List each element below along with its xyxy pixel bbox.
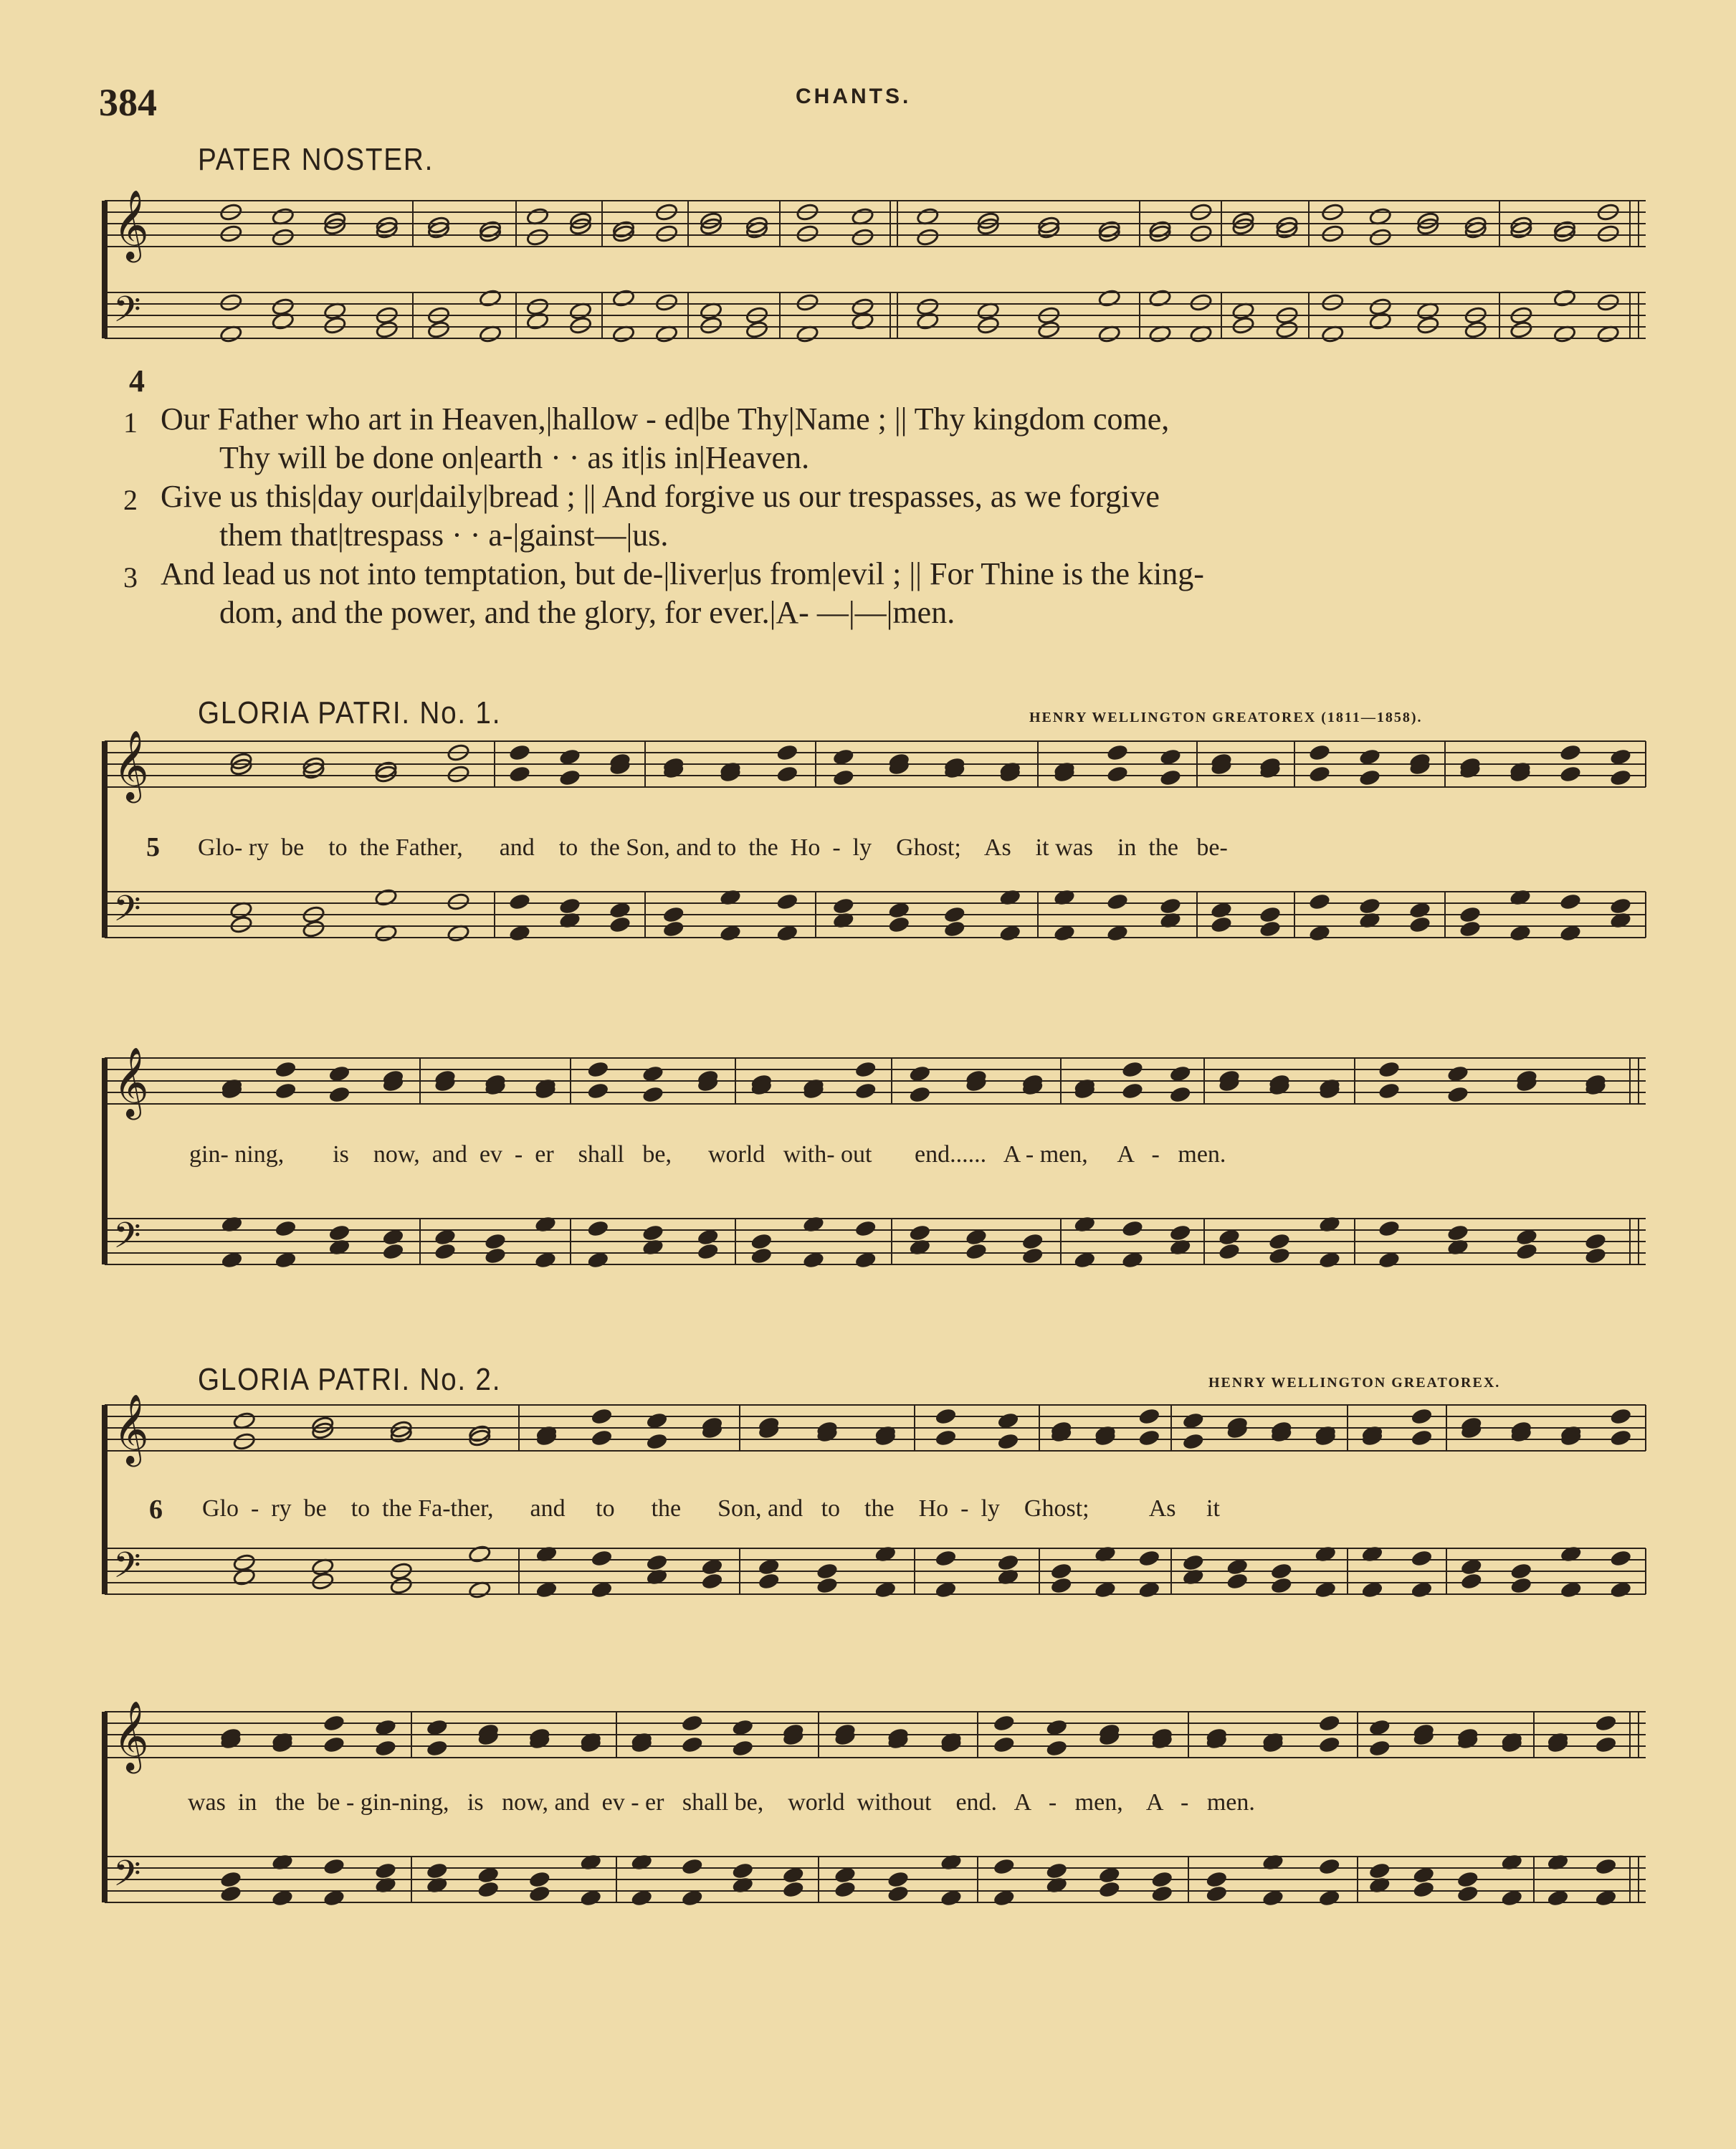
note-head <box>854 1082 877 1100</box>
note-head <box>887 1884 910 1903</box>
note-head <box>1053 888 1076 907</box>
note-head <box>977 316 1000 335</box>
note-head <box>998 888 1021 907</box>
note-head <box>1378 1082 1401 1100</box>
note-head <box>1358 897 1381 915</box>
note-head <box>558 897 581 915</box>
note-head <box>1308 765 1331 783</box>
note-head <box>1159 768 1182 787</box>
bass-clef: 𝄢 <box>113 888 141 938</box>
note-head <box>1168 1085 1191 1104</box>
note-head <box>1021 1247 1044 1265</box>
note-head <box>381 1242 404 1261</box>
note-head <box>832 911 855 930</box>
note-head <box>219 224 242 243</box>
verse-number: 2 <box>123 484 138 516</box>
note-head <box>528 1870 551 1889</box>
note-head <box>802 1215 825 1234</box>
note-head <box>776 765 798 783</box>
note-head <box>834 1880 857 1899</box>
note-head <box>302 920 325 938</box>
note-head <box>427 320 450 339</box>
verse-line: them that|trespass · · a-|gainst—|us. <box>219 518 669 553</box>
note-head <box>1609 1407 1632 1426</box>
note-head <box>1584 1232 1607 1251</box>
note-head <box>943 905 966 924</box>
note-head <box>1268 1247 1291 1265</box>
note-head <box>757 1572 780 1591</box>
bass-clef: 𝄢 <box>113 1853 141 1903</box>
note-head <box>1168 1224 1191 1242</box>
note-head <box>1106 743 1129 762</box>
note-head <box>887 1870 910 1889</box>
note-head <box>1559 743 1582 762</box>
note-head <box>1378 1219 1401 1238</box>
note-head <box>1500 1853 1523 1872</box>
note-head <box>1314 1545 1337 1563</box>
note-head <box>426 1876 449 1895</box>
note-head <box>700 1572 723 1591</box>
note-head <box>916 312 939 330</box>
note-head <box>940 1853 963 1872</box>
note-head <box>796 224 819 243</box>
note-head <box>323 316 346 335</box>
note-head <box>1609 1549 1632 1568</box>
note-head <box>1259 905 1282 924</box>
note-head <box>750 1232 773 1251</box>
note-head <box>579 1853 602 1872</box>
verse-line: dom, and the power, and the glory, for ever.|A- —|—|men. <box>219 595 955 630</box>
note-head <box>934 1429 957 1447</box>
note-head <box>996 1568 1019 1586</box>
note-head <box>1369 228 1392 247</box>
note-head <box>996 1432 1019 1451</box>
note-head <box>1459 905 1482 924</box>
note-head <box>526 228 549 247</box>
note-head <box>569 316 592 335</box>
note-head <box>731 1862 754 1880</box>
note-head <box>1317 1735 1340 1754</box>
note-head <box>1460 1572 1483 1591</box>
note-head <box>776 743 798 762</box>
note-head <box>274 1060 297 1079</box>
note-head <box>776 892 798 911</box>
note-head <box>1446 1085 1469 1104</box>
note-head <box>508 892 531 911</box>
note-head <box>1510 1576 1532 1595</box>
treble-clef: 𝄞 <box>113 189 149 259</box>
note-head <box>1049 1562 1072 1581</box>
note-head <box>508 765 531 783</box>
note-head <box>590 1429 613 1447</box>
treble-clef: 𝄞 <box>113 1393 149 1464</box>
note-head <box>1073 1215 1096 1234</box>
note-head <box>1408 915 1431 934</box>
note-head <box>630 1853 653 1872</box>
note-head <box>851 228 874 247</box>
verse-number: 3 <box>123 561 138 594</box>
treble-clef: 𝄞 <box>113 730 149 800</box>
note-head <box>1021 1232 1044 1251</box>
note-head <box>468 1545 491 1563</box>
note-head <box>1226 1572 1249 1591</box>
note-head <box>1138 1407 1160 1426</box>
note-head <box>1182 1553 1205 1572</box>
note-head <box>1459 920 1482 938</box>
note-head <box>1189 224 1212 243</box>
note-head <box>662 905 685 924</box>
note-head <box>1456 1884 1479 1903</box>
note-head <box>1182 1568 1205 1586</box>
note-head <box>1368 1876 1391 1895</box>
note-head <box>782 1880 805 1899</box>
note-head <box>374 888 397 907</box>
note-head <box>1098 289 1121 308</box>
note-head <box>887 915 910 934</box>
note-head <box>645 1553 668 1572</box>
note-head <box>526 312 549 330</box>
page-number: 384 <box>99 81 157 124</box>
verse-line: And lead us not into temptation, but de-|liver|us from|evil ; || For Thine is the king- <box>161 556 1204 591</box>
note-head <box>1045 1862 1068 1880</box>
note-head <box>874 1545 897 1563</box>
note-head <box>1553 289 1576 308</box>
note-head <box>374 1876 397 1895</box>
note-head <box>1182 1432 1205 1451</box>
lyrics-line: gin- ning, is now, and ev - er shall be, world with- out end...... A - men, A - men. <box>189 1141 1226 1168</box>
note-head <box>908 1224 931 1242</box>
note-head <box>272 228 295 247</box>
note-head <box>1412 1880 1435 1899</box>
note-head <box>484 1232 507 1251</box>
gloria2-title: GLORIA PATRI. No. 2. <box>198 1362 502 1397</box>
bass-clef: 𝄢 <box>113 1215 141 1265</box>
note-head <box>590 1407 613 1426</box>
note-head <box>832 897 855 915</box>
note-head <box>1321 224 1344 243</box>
note-head <box>1121 1060 1144 1079</box>
note-head <box>1416 316 1439 335</box>
note-head <box>272 312 295 330</box>
note-head <box>374 1739 397 1758</box>
treble-clef: 𝄞 <box>113 1700 149 1771</box>
note-head <box>993 1714 1016 1733</box>
note-head <box>854 1060 877 1079</box>
note-head <box>1218 1242 1241 1261</box>
note-head <box>1559 892 1582 911</box>
bass-clef: 𝄢 <box>113 1545 141 1595</box>
verse-line: Thy will be done on|earth · · as it|is in|Heaven. <box>219 440 810 475</box>
note-head <box>1358 911 1381 930</box>
note-head <box>1464 320 1487 339</box>
note-head <box>655 224 678 243</box>
note-head <box>731 1876 754 1895</box>
note-head <box>1138 1429 1160 1447</box>
note-head <box>816 1562 839 1581</box>
note-head <box>311 1572 334 1591</box>
note-head <box>934 1407 957 1426</box>
treble-clef: 𝄞 <box>113 1047 149 1117</box>
note-head <box>943 920 966 938</box>
chant-number: 5 <box>146 832 160 862</box>
chant-number: 4 <box>129 363 145 399</box>
note-head <box>1205 1870 1228 1889</box>
note-head <box>1596 293 1619 312</box>
note-head <box>642 1238 664 1257</box>
pater-noster-title: PATER NOSTER. <box>198 142 434 177</box>
note-head <box>1159 911 1182 930</box>
note-head <box>1515 1242 1538 1261</box>
note-head <box>1094 1545 1117 1563</box>
note-head <box>696 1242 719 1261</box>
note-head <box>645 1568 668 1586</box>
note-head <box>274 1219 297 1238</box>
note-head <box>1098 1880 1121 1899</box>
note-head <box>1509 888 1532 907</box>
note-head <box>965 1242 988 1261</box>
note-head <box>1121 1082 1144 1100</box>
note-head <box>219 1870 242 1889</box>
note-head <box>642 1224 664 1242</box>
note-head <box>233 1568 256 1586</box>
note-head <box>1510 1562 1532 1581</box>
note-head <box>220 1215 243 1234</box>
note-head <box>908 1238 931 1257</box>
note-head <box>681 1735 704 1754</box>
note-head <box>796 293 819 312</box>
note-head <box>1559 765 1582 783</box>
note-head <box>376 320 399 339</box>
note-head <box>1159 897 1182 915</box>
note-head <box>1594 1857 1617 1876</box>
note-head <box>934 1549 957 1568</box>
gloria1-title: GLORIA PATRI. No. 1. <box>198 695 502 730</box>
note-head <box>1150 1884 1173 1903</box>
note-head <box>528 1884 551 1903</box>
note-head <box>1121 1219 1144 1238</box>
note-head <box>1609 768 1632 787</box>
note-head <box>1594 1714 1617 1733</box>
gloria1-credit: HENRY WELLINGTON GREATOREX (1811—1858). <box>1029 710 1423 725</box>
note-head <box>1270 1562 1293 1581</box>
page-header: CHANTS. <box>796 85 912 108</box>
note-head <box>1368 1862 1391 1880</box>
note-head <box>426 1862 449 1880</box>
note-head <box>719 888 742 907</box>
lyrics-line: was in the be - gin-ning, is now, and ev - er shall be, world without end. A - men, A - men. <box>188 1789 1255 1816</box>
note-head <box>426 1739 449 1758</box>
note-head <box>1308 892 1331 911</box>
note-head <box>1148 289 1171 308</box>
note-head <box>1231 316 1254 335</box>
note-head <box>586 1219 609 1238</box>
note-head <box>655 293 678 312</box>
note-head <box>832 768 855 787</box>
note-head <box>816 1576 839 1595</box>
note-head <box>1045 1876 1068 1895</box>
chant-number: 6 <box>149 1495 163 1525</box>
note-head <box>1150 1870 1173 1889</box>
note-head <box>1037 320 1060 339</box>
note-head <box>1308 743 1331 762</box>
verse-line: Our Father who art in Heaven,|hallow - ed|be Thy|Name ; || Thy kingdom come, <box>161 401 1170 437</box>
note-head <box>996 1553 1019 1572</box>
note-head <box>609 915 631 934</box>
note-head <box>1609 1429 1632 1447</box>
note-head <box>1106 892 1129 911</box>
note-head <box>1609 911 1632 930</box>
note-head <box>479 289 502 308</box>
note-head <box>908 1085 931 1104</box>
note-head <box>390 1576 413 1595</box>
note-head <box>1360 1545 1383 1563</box>
bass-clef: 𝄢 <box>113 289 141 339</box>
note-head <box>535 1545 558 1563</box>
verse-line: Give us this|day our|daily|bread ; || And forgive us our trespasses, as we forgive <box>161 479 1160 514</box>
note-head <box>750 1247 773 1265</box>
note-head <box>700 316 722 335</box>
lyrics-line: Glo - ry be to the Fa-ther, and to the Son, and to the Ho - ly Ghost; As it <box>202 1495 1220 1522</box>
note-head <box>1410 1429 1433 1447</box>
note-head <box>916 228 939 247</box>
note-head <box>1546 1853 1569 1872</box>
note-head <box>508 743 531 762</box>
note-head <box>447 892 469 911</box>
note-head <box>323 1735 345 1754</box>
note-head <box>681 1857 704 1876</box>
note-head <box>219 1884 242 1903</box>
note-head <box>1584 1247 1607 1265</box>
note-head <box>1268 1232 1291 1251</box>
note-head <box>1275 320 1298 339</box>
note-head <box>477 1880 500 1899</box>
note-head <box>1596 224 1619 243</box>
note-head <box>323 1714 345 1733</box>
note-head <box>274 1082 297 1100</box>
note-head <box>1049 1576 1072 1595</box>
note-head <box>731 1739 754 1758</box>
note-head <box>1317 1714 1340 1733</box>
note-head <box>1270 1576 1293 1595</box>
note-head <box>1368 1739 1391 1758</box>
note-head <box>1210 915 1233 934</box>
note-head <box>851 312 874 330</box>
note-head <box>534 1215 557 1234</box>
verse-number: 1 <box>123 406 138 439</box>
note-head <box>233 1432 256 1451</box>
note-head <box>328 1238 350 1257</box>
note-head <box>374 1862 397 1880</box>
note-head <box>271 1853 294 1872</box>
note-head <box>1358 768 1381 787</box>
note-head <box>745 320 768 339</box>
note-head <box>328 1224 350 1242</box>
note-head <box>1369 312 1392 330</box>
note-head <box>1262 1853 1284 1872</box>
note-head <box>1609 897 1632 915</box>
note-head <box>590 1549 613 1568</box>
note-head <box>229 915 252 934</box>
note-head <box>681 1714 704 1733</box>
note-head <box>1410 1407 1433 1426</box>
note-head <box>1410 1549 1433 1568</box>
note-head <box>1259 920 1282 938</box>
note-head <box>1317 1857 1340 1876</box>
note-head <box>1378 1060 1401 1079</box>
note-head <box>1560 1545 1583 1563</box>
note-head <box>1318 1215 1341 1234</box>
note-head <box>1189 293 1212 312</box>
note-head <box>854 1219 877 1238</box>
note-head <box>447 765 469 783</box>
note-head <box>662 920 685 938</box>
note-head <box>993 1735 1016 1754</box>
note-head <box>1045 1739 1068 1758</box>
note-head <box>323 1857 345 1876</box>
note-head <box>1321 293 1344 312</box>
note-head <box>328 1085 350 1104</box>
note-head <box>434 1242 457 1261</box>
note-head <box>1510 320 1532 339</box>
gloria2-credit: HENRY WELLINGTON GREATOREX. <box>1208 1375 1501 1391</box>
note-head <box>1456 1870 1479 1889</box>
note-head <box>219 293 242 312</box>
note-head <box>558 911 581 930</box>
note-head <box>1594 1735 1617 1754</box>
note-head <box>645 1432 668 1451</box>
note-head <box>1446 1224 1469 1242</box>
note-head <box>642 1085 664 1104</box>
note-head <box>993 1857 1016 1876</box>
note-head <box>586 1060 609 1079</box>
note-head <box>1205 1884 1228 1903</box>
note-head <box>586 1082 609 1100</box>
note-head <box>484 1247 507 1265</box>
lyrics-line: Glo- ry be to the Father, and to the Son, and to the Ho - ly Ghost; As it was in the be- <box>198 834 1228 861</box>
note-head <box>1106 765 1129 783</box>
note-head <box>1138 1549 1160 1568</box>
note-head <box>1168 1238 1191 1257</box>
note-head <box>1446 1238 1469 1257</box>
note-head <box>558 768 581 787</box>
note-head <box>612 289 635 308</box>
